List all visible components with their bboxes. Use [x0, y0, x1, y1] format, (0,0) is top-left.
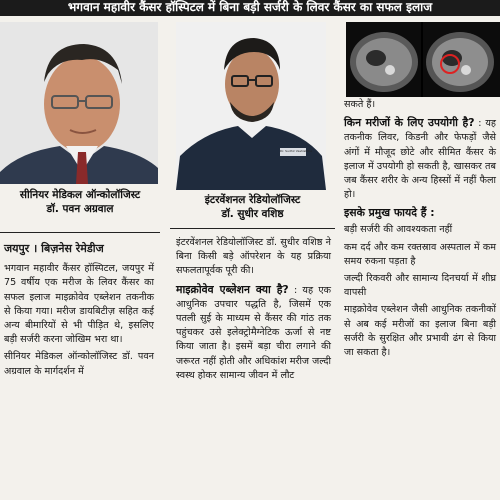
qa-paragraph: [344, 115, 496, 202]
caption-mid-title: इंटरवेंशनल रेडियोलॉजिस्ट: [204, 194, 301, 206]
caption-left: [0, 188, 160, 216]
ct-scan-image: [346, 22, 500, 97]
benefit-item: कम दर्द और कम रक्तस्राव अस्पताल में कम समय रुकना पड़ता है: [344, 241, 496, 267]
divider-rule: [170, 228, 335, 229]
question-heading: किन मरीजों के लिए उपयोगी है?: [344, 116, 475, 130]
doctor-photo-mid: [176, 22, 326, 190]
paragraph: इंटरवेंशनल रेडियोलॉजिस्ट डॉ. सुधीर वशिष्ठ ने बिना किसी बड़े ऑपरेशन के यह प्रक्रिया सफलतापूर्वक पूरी की।: [176, 237, 331, 277]
caption-mid-name: डॉ. सुधीर वशिष्ठ: [221, 208, 284, 220]
article-column-1: [4, 242, 154, 382]
dateline: जयपुर । बिज़नेस रेमेडीज: [4, 242, 104, 255]
caption-left-name: डॉ. पवन अग्रवाल: [46, 203, 114, 215]
qa-paragraph: [176, 282, 331, 383]
paragraph: भगवान महावीर कैंसर हॉस्पिटल, जयपुर में 75 वर्षीय एक मरीज के लिवर कैंसर का सफल इलाज माइक्रोवेव एब्लेशन तकनीक से किया गया। मरीज डायबिटीज़ सहित कई अन्य बीमारियों से भी पीड़ित थे, इसलिए बड़ी सर्जरी करना जोखिम भरा था।: [4, 263, 154, 346]
divider-rule: [0, 232, 160, 233]
question-heading: माइक्रोवेव एब्लेशन क्या है?: [176, 282, 289, 296]
benefit-item: बड़ी सर्जरी की आवश्यकता नहीं: [344, 224, 453, 236]
paragraph: सीनियर मेडिकल ऑन्कोलॉजिस्ट डॉ. पवन अग्रवाल के मार्गदर्शन में: [4, 351, 154, 377]
doctor-photo-left: [0, 22, 158, 184]
name-badge: Dr. Sudhir Vashishtha: [280, 150, 313, 153]
answer-text: : यह एक आधुनिक उपचार पद्धति है, जिसमें एक पतली सुई के माध्यम से कैंसर की गांठ तक पहुंचकर उसे इलेक्ट्रोमैग्नेटिक ऊर्जा से नष्ट किया जाता है। इसमें बड़ा चीरा लगाने की जरूरत नहीं होती और अधिकांश मरीज जल्दी स्वस्थ होकर सामान्य जीवन में लौट: [176, 284, 331, 381]
article-column-3: [344, 98, 496, 363]
benefit-item: माइक्रोवेव एब्लेशन जैसी आधुनिक तकनीकों से अब कई मरीजों का इलाज बिना बड़ी सर्जरी के सुरक्षित और प्रभावी ढंग से किया जा सकता है।: [344, 304, 496, 359]
caption-mid: [170, 193, 335, 221]
caption-left-title: सीनियर मेडिकल ऑन्कोलॉजिस्ट: [19, 189, 141, 201]
answer-text: : यह तकनीक लिवर, किडनी और फेफड़ों जैसे अंगों में मौजूद छोटे और सीमित कैंसर के इलाज में उपयोगी हो सकती है, खासकर तब जब कैंसर शरीर के अन्य हिस्सों में नहीं फैला हो।: [344, 118, 496, 201]
benefit-item: जल्दी रिकवरी और सामान्य दिनचर्या में शीघ्र वापसी: [344, 273, 496, 299]
headline: भगवान महावीर कैंसर हॉस्पिटल में बिना बड़ी सर्जरी के लिवर कैंसर का सफल इलाज: [0, 0, 500, 16]
section-heading: इसके प्रमुख फायदे हैं :: [344, 206, 435, 220]
article-column-2: [176, 236, 331, 386]
paragraph: सकते हैं।: [344, 99, 376, 110]
